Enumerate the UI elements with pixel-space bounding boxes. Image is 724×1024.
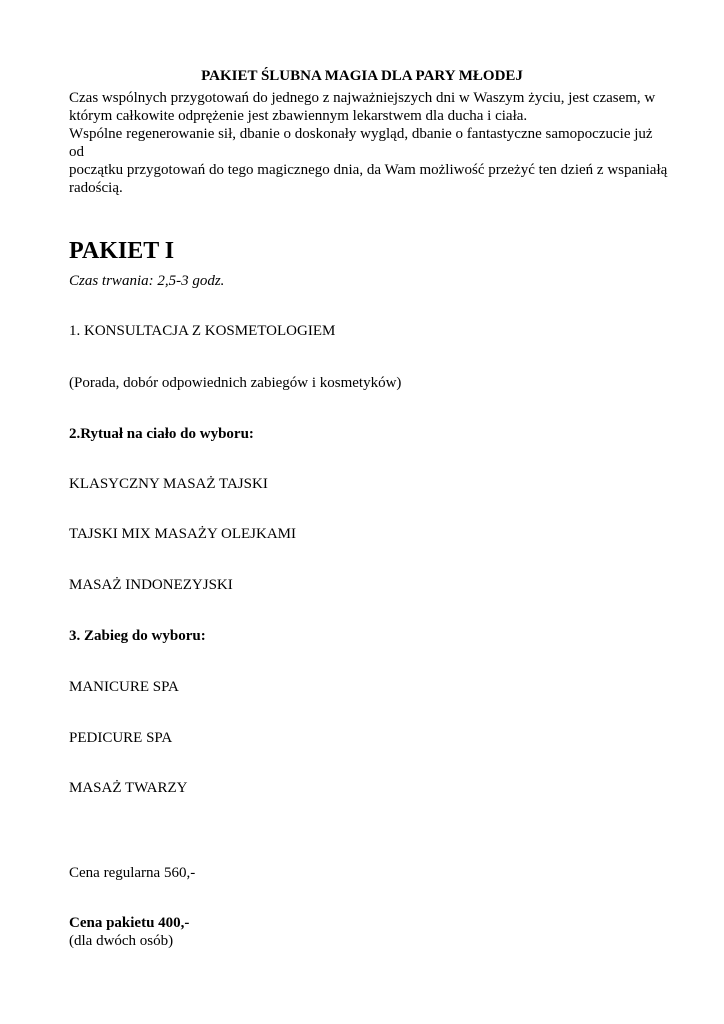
body-ritual-item: MASAŻ INDONEZYJSKI	[69, 577, 233, 593]
treatment-item: MASAŻ TWARZY	[69, 780, 188, 796]
regular-price: Cena regularna 560,-	[69, 865, 196, 881]
document-title: PAKIET ŚLUBNA MAGIA DLA PARY MŁODEJ	[201, 68, 523, 84]
section-consultation-note: (Porada, dobór odpowiednich zabiegów i kosmetyków)	[69, 375, 402, 391]
body-ritual-item: KLASYCZNY MASAŻ TAJSKI	[69, 476, 268, 492]
body-ritual-item: TAJSKI MIX MASAŻY OLEJKAMI	[69, 526, 296, 542]
section-consultation-title: 1. KONSULTACJA Z KOSMETOLOGIEM	[69, 323, 336, 339]
intro-line: Wspólne regenerowanie sił, dbanie o doskonały wygląd, dbanie o fantastyczne samopoczucie już od	[69, 126, 653, 160]
intro-line: Czas wspólnych przygotowań do jednego z najważniejszych dni w Waszym życiu, jest czasem, w	[69, 90, 656, 106]
section-treatment-title: 3. Zabieg do wyboru:	[69, 628, 206, 644]
treatment-item: PEDICURE SPA	[69, 730, 173, 746]
intro-paragraph	[69, 89, 669, 197]
package-price: Cena pakietu 400,-	[69, 915, 190, 931]
treatment-item: MANICURE SPA	[69, 679, 179, 695]
package-heading: PAKIET I	[69, 238, 175, 264]
price-note: (dla dwóch osób)	[69, 933, 174, 949]
intro-line: którym całkowite odprężenie jest zbawiennym lekarstwem dla ducha i ciała.	[69, 108, 528, 124]
duration-text: Czas trwania: 2,5-3 godz.	[69, 273, 225, 289]
section-body-ritual-title: 2.Rytuał na ciało do wyboru:	[69, 426, 254, 442]
intro-line: radością.	[69, 180, 123, 196]
intro-line: początku przygotowań do tego magicznego dnia, da Wam możliwość przeżyć ten dzień z wspaniałą	[69, 162, 668, 178]
